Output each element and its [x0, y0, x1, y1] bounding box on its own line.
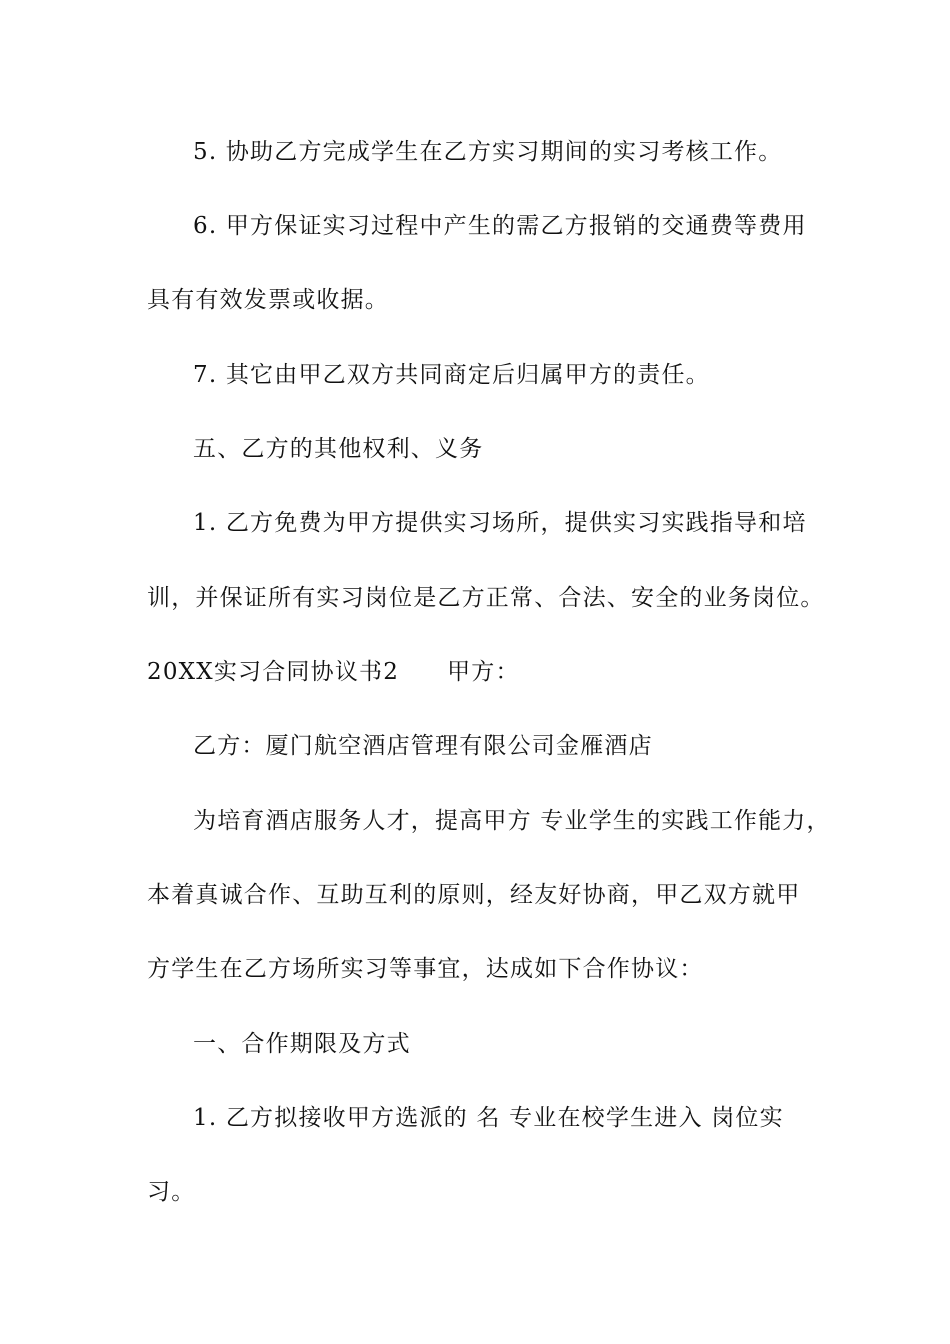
paragraph-line: 1. 乙方免费为甲方提供实习场所，提供实习实践指导和培	[193, 510, 807, 536]
section-heading: 五、乙方的其他权利、义务	[193, 436, 484, 462]
document-title: 20XX实习合同协议书2	[147, 659, 400, 685]
paragraph-line: 本着真诚合作、互助互利的原则，经友好协商，甲乙双方就甲	[147, 882, 801, 908]
paragraph-line: 训，并保证所有实习岗位是乙方正常、合法、安全的业务岗位。	[147, 585, 825, 611]
document-title-line	[147, 657, 827, 687]
paragraph-line: 1. 乙方拟接收甲方选派的 名 专业在校学生进入 岗位实	[193, 1105, 784, 1131]
paragraph-line: 为培育酒店服务人才，提高甲方 专业学生的实践工作能力，	[193, 808, 831, 834]
party-a-label: 甲方：	[447, 659, 520, 685]
party-b-line: 乙方：厦门航空酒店管理有限公司金雁酒店	[193, 733, 653, 759]
paragraph-line: 5. 协助乙方完成学生在乙方实习期间的实习考核工作。	[193, 139, 783, 165]
paragraph-line: 具有有效发票或收据。	[147, 287, 389, 313]
paragraph-line: 习。	[147, 1179, 196, 1205]
section-heading: 一、合作期限及方式	[193, 1031, 411, 1057]
paragraph-line: 7. 其它由甲乙双方共同商定后归属甲方的责任。	[193, 362, 710, 388]
paragraph-line: 6. 甲方保证实习过程中产生的需乙方报销的交通费等费用	[193, 213, 807, 239]
paragraph-line: 方学生在乙方场所实习等事宜，达成如下合作协议：	[147, 956, 704, 982]
